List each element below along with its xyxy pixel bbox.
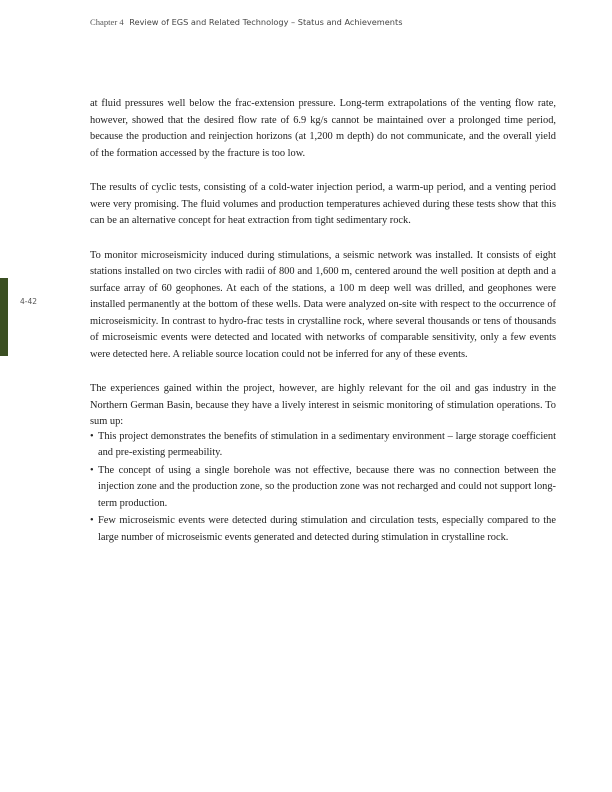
body-text <box>90 96 556 547</box>
page-number: 4-42 <box>20 297 38 306</box>
summary-list <box>90 429 556 547</box>
bullet-icon: • <box>90 430 94 442</box>
list-item-text: This project demonstrates the benefits of stimulation in a sedimentary environment – large storage coefficient and pre-existing permeability. <box>98 430 556 458</box>
paragraph: The experiences gained within the project, however, are highly relevant for the oil and gas industry in the Northern German Basin, because they have a lively interest in seismic monitoring of stimulation operations. To sum up: <box>90 383 556 427</box>
list-item <box>90 513 556 546</box>
list-item <box>90 463 556 513</box>
list-item <box>90 429 556 462</box>
bullet-icon: • <box>90 464 94 476</box>
list-item-text: Few microseismic events were detected during stimulation and circulation tests, especially compared to the large number of microseismic events generated and detected during stimulation in crystalline rock. <box>98 515 556 543</box>
chapter-label: Chapter 4 <box>90 17 124 27</box>
list-item-text: The concept of using a single borehole was not effective, because there was no connection between the injection zone and the production zone, so the production zone was not recharged and could not support long-term production. <box>98 464 556 509</box>
paragraph: at fluid pressures well below the frac-extension pressure. Long-term extrapolations of the venting flow rate, however, showed that the desired flow rate of 6.9 kg/s cannot be maintained over a prolonged time period, because the production and reinjection horizons (at 1,200 m depth) do not communicate, and the overall yield of the formation accessed by the fracture is too low. <box>90 98 556 159</box>
paragraph: The results of cyclic tests, consisting of a cold-water injection period, a warm-up period, and a venting period were very promising. The fluid volumes and production temperatures achieved during these tests show that this can be an alternative concept for heat extraction from tight sedimentary rock. <box>90 182 556 226</box>
chapter-color-tab <box>0 278 8 356</box>
paragraph: To monitor microseismicity induced during stimulations, a seismic network was installed. It consists of eight stations installed on two circles with radii of 800 and 1,600 m, centered around the well position at depth and a surface array of 60 geophones. At each of the stations, a 100 m deep well was drilled, and geophones were installed permanently at the bottom of these wells. Data were analyzed on-site with respect to the occurrence of microseismicity. In contrast to hydro-frac tests in crystalline rock, where several thousands or tens of thousands of microseismic events were detected and located with networks of comparable sensitivity, only a few events were detected here. A reliable source location could not be inferred for any of these events. <box>90 249 556 360</box>
chapter-title: Review of EGS and Related Technology – Status and Achievements <box>129 17 403 27</box>
bullet-icon: • <box>90 515 94 526</box>
running-header <box>90 17 402 27</box>
